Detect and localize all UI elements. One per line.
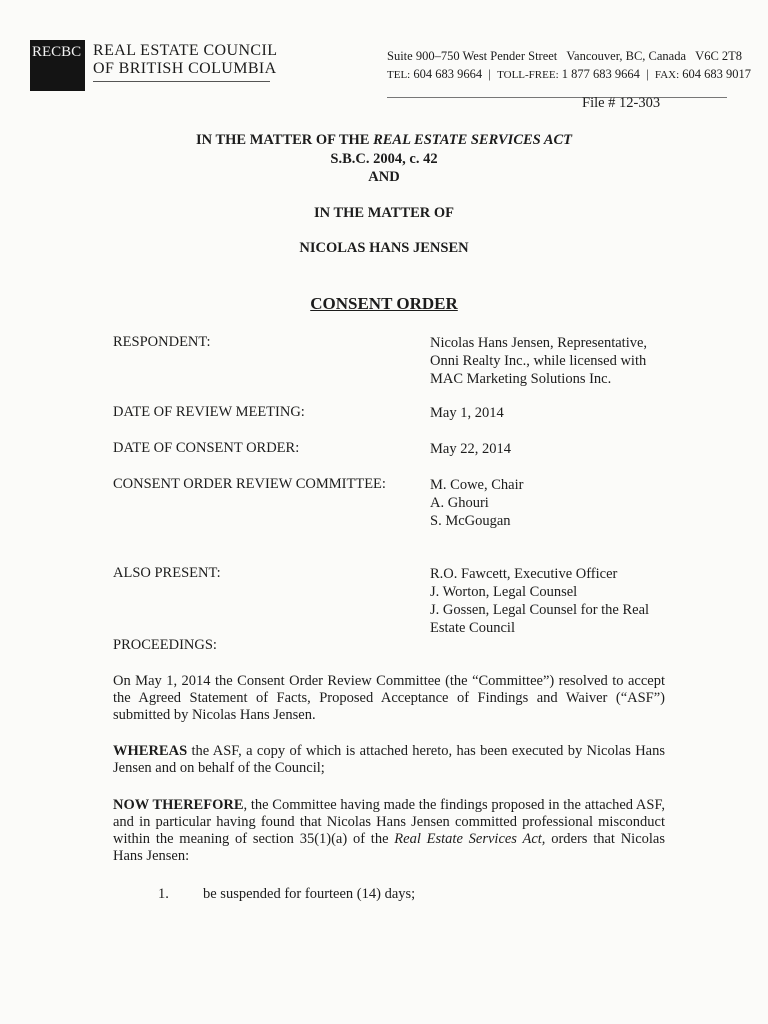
whereas-paragraph <box>113 743 665 777</box>
proceedings-paragraph: On May 1, 2014 the Consent Order Review Committee (the “Committee”) resolved to accept the Agreed Statement of Facts, Proposed Acceptance of Findings and Waiver (“ASF”) submitted by Nicolas Hans Jensen. <box>113 673 665 723</box>
file-number: File # 12-303 <box>582 95 661 111</box>
tel-number: 604 683 9664 <box>413 67 483 81</box>
matter-line1 <box>0 132 768 149</box>
matter-line3: AND <box>368 169 400 185</box>
order-item-number: 1. <box>158 886 169 902</box>
respondent-line: MAC Marketing Solutions Inc. <box>430 371 612 387</box>
review-meeting-value: May 1, 2014 <box>430 405 504 421</box>
review-meeting-label: DATE OF REVIEW MEETING: <box>113 404 305 420</box>
recbc-logo <box>30 40 85 91</box>
respondent-label: RESPONDENT: <box>113 334 211 350</box>
attendee: J. Gossen, Legal Counsel for the Real <box>430 602 650 618</box>
matter-line4: IN THE MATTER OF <box>313 205 455 221</box>
committee-member: M. Cowe, Chair <box>430 477 524 493</box>
org-name <box>93 42 277 78</box>
fax-label: FAX: <box>654 69 680 81</box>
tollfree-label: TOLL-FREE: <box>497 69 559 81</box>
document-title: CONSENT ORDER <box>310 294 458 313</box>
proceedings-heading: PROCEEDINGS: <box>113 637 217 653</box>
respondent-line: Onni Realty Inc., while licensed with <box>430 353 647 369</box>
header-rule <box>387 97 727 98</box>
address-line: Suite 900–750 West Pender Street Vancouver, BC, Canada V6C 2T8 <box>387 49 743 63</box>
org-underline <box>93 81 270 82</box>
respondent-line: Nicolas Hans Jensen, Representative, <box>430 335 648 351</box>
committee-member: A. Ghouri <box>430 495 489 511</box>
tollfree-number: 1 877 683 9664 <box>561 67 640 81</box>
now-therefore-text-end: orders that Nicolas Hans Jensen: <box>113 831 665 864</box>
consent-date-label: DATE OF CONSENT ORDER: <box>113 440 300 456</box>
also-present-value <box>430 565 649 637</box>
separator: | <box>485 67 494 81</box>
consent-date-value: May 22, 2014 <box>430 441 511 457</box>
order-item-1 <box>158 886 169 903</box>
logo-text: RECBC <box>32 44 82 60</box>
fax-number: 604 683 9017 <box>682 67 752 81</box>
committee-value <box>430 476 523 530</box>
org-name-line1: REAL ESTATE COUNCIL <box>93 42 278 59</box>
whereas-keyword: WHEREAS <box>113 743 188 759</box>
act-name: REAL ESTATE SERVICES ACT <box>373 132 573 148</box>
matter-line2: S.B.C. 2004, c. 42 <box>330 151 438 167</box>
tel-label: TEL: <box>387 69 411 81</box>
phone-line <box>387 65 751 84</box>
act-name-inline: Real Estate Services Act, <box>394 831 546 847</box>
now-therefore-text: , the Committee having made the findings proposed in the attached ASF, and in particular having found that Nicolas Hans Jensen committed professional misconduct within the meaning of section 35(1)(a) of the <box>113 797 665 847</box>
also-present-label: ALSO PRESENT: <box>113 565 221 581</box>
respondent-value <box>430 334 647 388</box>
whereas-text: the ASF, a copy of which is attached hereto, has been executed by Nicolas Hans Jensen and on behalf of the Council; <box>113 743 665 776</box>
committee-member: S. McGougan <box>430 513 511 529</box>
matter-prefix: IN THE MATTER OF THE <box>195 132 374 148</box>
now-therefore-paragraph <box>113 797 665 865</box>
now-therefore-keyword: NOW THEREFORE <box>113 797 244 813</box>
attendee: Estate Council <box>430 620 515 636</box>
order-item-1-text: be suspended for fourteen (14) days; <box>203 886 416 902</box>
attendee: R.O. Fawcett, Executive Officer <box>430 566 618 582</box>
committee-label: CONSENT ORDER REVIEW COMMITTEE: <box>113 476 386 492</box>
respondent-name-heading: NICOLAS HANS JENSEN <box>299 240 469 256</box>
attendee: J. Worton, Legal Counsel <box>430 584 578 600</box>
separator: | <box>643 67 652 81</box>
contact-address <box>387 47 751 84</box>
org-name-line2: OF BRITISH COLUMBIA <box>93 60 277 77</box>
